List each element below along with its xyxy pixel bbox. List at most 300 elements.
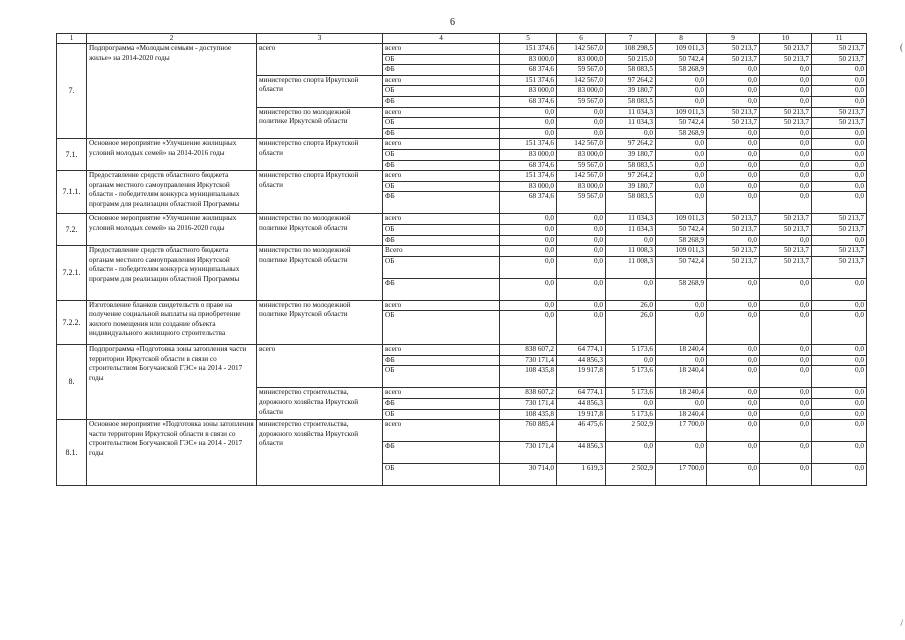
amount-cell: 760 885,4 [500,420,557,442]
amount-cell: 0,0 [707,192,760,214]
executor: министерство по молодежной политике Иркутской области [257,214,383,246]
item-code: 7. [57,44,87,139]
executor: министерство строительства, дорожного хозяйства Иркутской области [257,388,383,420]
amount-cell: 44 856,3 [557,355,606,366]
amount-cell: 50 213,7 [760,256,812,278]
amount-cell: 83 000,0 [557,86,606,97]
amount-cell: 0,0 [557,118,606,129]
amount-cell: 50 213,7 [707,54,760,65]
amount-cell: 18 240,4 [656,345,707,356]
amount-cell: 50 213,7 [707,214,760,225]
amount-cell: 50 742,4 [656,256,707,278]
executor: всего [257,44,383,76]
amount-cell: 11 034,3 [606,224,656,235]
executor: министерство строительства, дорожного хозяйства Иркутской области [257,420,383,486]
item-code: 8. [57,345,87,420]
col-header: 4 [383,34,500,44]
amount-cell: 83 000,0 [557,149,606,160]
funding-source: ФБ [383,355,500,366]
amount-cell: 0,0 [760,388,812,399]
amount-cell: 0,0 [707,300,760,311]
executor: министерство по молодежной политике Иркутской области [257,246,383,301]
amount-cell: 0,0 [656,300,707,311]
amount-cell: 50 213,7 [760,246,812,257]
funding-source: ФБ [383,128,500,139]
amount-cell: 0,0 [760,278,812,300]
amount-cell: 68 374,6 [500,192,557,214]
amount-cell: 50 213,7 [812,246,867,257]
column-number-row [57,34,867,44]
amount-cell: 59 567,0 [557,192,606,214]
amount-cell: 0,0 [606,355,656,366]
amount-cell: 0,0 [606,235,656,246]
col-header: 3 [257,34,383,44]
funding-source: ОБ [383,464,500,486]
amount-cell: 0,0 [760,311,812,345]
amount-cell: 838 607,2 [500,388,557,399]
amount-cell: 0,0 [760,96,812,107]
amount-cell: 50 213,7 [812,54,867,65]
amount-cell: 142 567,0 [557,139,606,150]
amount-cell: 0,0 [656,160,707,171]
amount-cell: 0,0 [760,75,812,86]
funding-source: всего [383,171,500,182]
col-header: 6 [557,34,606,44]
amount-cell: 68 374,6 [500,160,557,171]
amount-cell: 0,0 [760,181,812,192]
amount-cell: 0,0 [557,256,606,278]
amount-cell: 730 171,4 [500,355,557,366]
amount-cell: 17 700,0 [656,464,707,486]
amount-cell: 0,0 [812,345,867,356]
amount-cell: 0,0 [656,86,707,97]
amount-cell: 5 173,6 [606,366,656,388]
table-row [57,171,867,182]
amount-cell: 0,0 [812,139,867,150]
executor: министерство спорта Иркутской области [257,139,383,171]
amount-cell: 26,0 [606,300,656,311]
amount-cell: 0,0 [707,345,760,356]
amount-cell: 0,0 [707,409,760,420]
amount-cell: 0,0 [606,128,656,139]
item-name: Подпрограмма «Подготовка зоны затопления части территории Иркутской области в связи со строительством Богучанской ГЭС» на 2014 - 2017 годы [87,345,257,420]
col-header: 9 [707,34,760,44]
amount-cell: 730 171,4 [500,399,557,410]
funding-source: ФБ [383,160,500,171]
item-code: 7.2.2. [57,300,87,345]
amount-cell: 0,0 [812,399,867,410]
amount-cell: 58 268,9 [656,235,707,246]
amount-cell: 0,0 [557,235,606,246]
amount-cell: 142 567,0 [557,171,606,182]
table-row [57,300,867,311]
amount-cell: 50 213,7 [707,107,760,118]
item-name: Изготовление бланков свидетельств о праве на получение социальной выплаты на приобретение жилого помещения или создание объекта индивидуального жилищного строительства [87,300,257,345]
amount-cell: 0,0 [707,149,760,160]
amount-cell: 50 742,4 [656,54,707,65]
amount-cell: 0,0 [760,192,812,214]
amount-cell: 50 213,7 [760,107,812,118]
amount-cell: 108 435,8 [500,409,557,420]
item-code: 7.2. [57,214,87,246]
item-name: Основное мероприятие «Улучшение жилищных условий молодых семей» на 2014-2016 годы [87,139,257,171]
funding-source: ФБ [383,278,500,300]
amount-cell: 26,0 [606,311,656,345]
col-header: 2 [87,34,257,44]
amount-cell: 0,0 [500,278,557,300]
amount-cell: 59 567,0 [557,160,606,171]
amount-cell: 50 742,4 [656,224,707,235]
item-code: 7.1. [57,139,87,171]
executor: всего [257,345,383,388]
amount-cell: 0,0 [500,246,557,257]
amount-cell: 17 700,0 [656,420,707,442]
amount-cell: 0,0 [656,311,707,345]
amount-cell: 59 567,0 [557,65,606,76]
amount-cell: 0,0 [812,86,867,97]
amount-cell: 0,0 [707,355,760,366]
table-row [57,246,867,257]
amount-cell: 58 083,5 [606,96,656,107]
amount-cell: 39 180,7 [606,149,656,160]
funding-source: всего [383,214,500,225]
amount-cell: 83 000,0 [557,181,606,192]
amount-cell: 50 742,4 [656,118,707,129]
amount-cell: 50 213,7 [760,224,812,235]
funding-source: всего [383,300,500,311]
amount-cell: 0,0 [812,149,867,160]
amount-cell: 0,0 [606,278,656,300]
amount-cell: 11 034,3 [606,214,656,225]
amount-cell: 0,0 [760,464,812,486]
amount-cell: 97 264,2 [606,139,656,150]
amount-cell: 109 011,3 [656,44,707,55]
amount-cell: 0,0 [557,128,606,139]
amount-cell: 0,0 [707,442,760,464]
amount-cell: 0,0 [760,366,812,388]
amount-cell: 58 083,5 [606,160,656,171]
amount-cell: 0,0 [707,75,760,86]
amount-cell: 18 240,4 [656,409,707,420]
amount-cell: 0,0 [812,171,867,182]
amount-cell: 142 567,0 [557,75,606,86]
funding-source: всего [383,139,500,150]
amount-cell: 0,0 [812,96,867,107]
item-name: Основное мероприятие «Подготовка зоны затопления части территории Иркутской области в связи со строительством Богучанской ГЭС» на 2014 - 2017 годы [87,420,257,486]
amount-cell: 0,0 [500,311,557,345]
amount-cell: 64 774,1 [557,388,606,399]
amount-cell: 0,0 [500,300,557,311]
executor: министерство спорта Иркутской области [257,171,383,214]
amount-cell: 0,0 [656,442,707,464]
funding-source: Всего [383,246,500,257]
funding-source: всего [383,345,500,356]
funding-source: ФБ [383,399,500,410]
amount-cell: 0,0 [760,300,812,311]
amount-cell: 0,0 [760,442,812,464]
executor: министерство по молодежной политике Иркутской области [257,107,383,139]
funding-source: всего [383,44,500,55]
budget-table [56,33,867,486]
amount-cell: 0,0 [707,235,760,246]
amount-cell: 5 173,6 [606,409,656,420]
amount-cell: 0,0 [656,75,707,86]
amount-cell: 2 502,9 [606,420,656,442]
amount-cell: 0,0 [760,355,812,366]
table-row [57,345,867,356]
amount-cell: 0,0 [812,388,867,399]
funding-source: ОБ [383,409,500,420]
amount-cell: 0,0 [557,311,606,345]
amount-cell: 109 011,3 [656,214,707,225]
amount-cell: 97 264,2 [606,171,656,182]
amount-cell: 0,0 [760,139,812,150]
funding-source: ОБ [383,149,500,160]
amount-cell: 50 213,7 [760,118,812,129]
amount-cell: 0,0 [500,256,557,278]
amount-cell: 0,0 [812,442,867,464]
amount-cell: 0,0 [760,345,812,356]
amount-cell: 0,0 [557,107,606,118]
amount-cell: 151 374,6 [500,139,557,150]
table-body [57,44,867,486]
amount-cell: 0,0 [606,399,656,410]
amount-cell: 0,0 [656,399,707,410]
amount-cell: 0,0 [760,128,812,139]
amount-cell: 151 374,6 [500,171,557,182]
amount-cell: 0,0 [812,278,867,300]
amount-cell: 58 268,9 [656,278,707,300]
amount-cell: 83 000,0 [500,54,557,65]
amount-cell: 0,0 [760,235,812,246]
amount-cell: 11 008,3 [606,256,656,278]
amount-cell: 5 173,6 [606,345,656,356]
amount-cell: 46 475,6 [557,420,606,442]
amount-cell: 5 173,6 [606,388,656,399]
amount-cell: 0,0 [656,355,707,366]
executor: министерство спорта Иркутской области [257,75,383,107]
amount-cell: 0,0 [812,366,867,388]
amount-cell: 0,0 [557,246,606,257]
amount-cell: 0,0 [812,65,867,76]
funding-source: ФБ [383,96,500,107]
funding-source: ОБ [383,311,500,345]
amount-cell: 0,0 [500,107,557,118]
amount-cell: 0,0 [812,464,867,486]
amount-cell: 83 000,0 [500,181,557,192]
amount-cell: 151 374,6 [500,75,557,86]
funding-source: ФБ [383,192,500,214]
col-header: 10 [760,34,812,44]
amount-cell: 0,0 [707,399,760,410]
scan-mark: ( [900,42,903,52]
amount-cell: 0,0 [760,65,812,76]
amount-cell: 108 298,5 [606,44,656,55]
funding-source: ОБ [383,54,500,65]
amount-cell: 39 180,7 [606,181,656,192]
amount-cell: 0,0 [500,235,557,246]
amount-cell: 50 213,7 [707,44,760,55]
col-header: 1 [57,34,87,44]
amount-cell: 50 213,7 [707,256,760,278]
amount-cell: 0,0 [812,75,867,86]
amount-cell: 0,0 [707,311,760,345]
amount-cell: 0,0 [656,96,707,107]
table-row [57,214,867,225]
amount-cell: 0,0 [760,160,812,171]
item-code: 7.2.1. [57,246,87,301]
amount-cell: 39 180,7 [606,86,656,97]
amount-cell: 2 502,9 [606,464,656,486]
col-header: 5 [500,34,557,44]
amount-cell: 18 240,4 [656,388,707,399]
amount-cell: 0,0 [656,149,707,160]
amount-cell: 0,0 [707,128,760,139]
amount-cell: 0,0 [760,420,812,442]
amount-cell: 0,0 [707,464,760,486]
amount-cell: 0,0 [707,278,760,300]
col-header: 7 [606,34,656,44]
amount-cell: 0,0 [707,65,760,76]
amount-cell: 50 213,7 [760,44,812,55]
amount-cell: 0,0 [812,181,867,192]
amount-cell: 30 714,0 [500,464,557,486]
amount-cell: 50 213,7 [707,224,760,235]
amount-cell: 0,0 [812,420,867,442]
amount-cell: 0,0 [812,300,867,311]
amount-cell: 97 264,2 [606,75,656,86]
amount-cell: 50 213,7 [812,118,867,129]
amount-cell: 0,0 [656,192,707,214]
amount-cell: 0,0 [500,224,557,235]
item-name: Основное мероприятие «Улучшение жилищных условий молодых семей» на 2016-2020 годы [87,214,257,246]
amount-cell: 50 213,7 [707,246,760,257]
amount-cell: 0,0 [606,442,656,464]
funding-source: ОБ [383,366,500,388]
amount-cell: 19 917,8 [557,366,606,388]
amount-cell: 59 567,0 [557,96,606,107]
scan-mark: / [900,618,903,628]
amount-cell: 1 619,3 [557,464,606,486]
amount-cell: 58 083,5 [606,65,656,76]
amount-cell: 0,0 [707,96,760,107]
amount-cell: 0,0 [812,311,867,345]
amount-cell: 50 213,7 [812,107,867,118]
amount-cell: 109 011,3 [656,107,707,118]
amount-cell: 0,0 [707,366,760,388]
amount-cell: 0,0 [760,409,812,420]
item-name: Подпрограмма «Молодым семьям - доступное жилье» на 2014-2020 годы [87,44,257,139]
amount-cell: 0,0 [500,214,557,225]
amount-cell: 19 917,8 [557,409,606,420]
amount-cell: 0,0 [557,300,606,311]
amount-cell: 142 567,0 [557,44,606,55]
amount-cell: 50 213,7 [812,44,867,55]
amount-cell: 50 213,7 [812,256,867,278]
amount-cell: 83 000,0 [500,149,557,160]
amount-cell: 0,0 [707,181,760,192]
table-row [57,139,867,150]
amount-cell: 0,0 [656,171,707,182]
amount-cell: 11 034,3 [606,107,656,118]
amount-cell: 83 000,0 [500,86,557,97]
amount-cell: 64 774,1 [557,345,606,356]
amount-cell: 0,0 [812,409,867,420]
amount-cell: 58 268,9 [656,128,707,139]
amount-cell: 0,0 [812,192,867,214]
amount-cell: 0,0 [812,160,867,171]
amount-cell: 0,0 [707,388,760,399]
amount-cell: 838 607,2 [500,345,557,356]
amount-cell: 50 213,7 [707,118,760,129]
page-number: 6 [450,17,455,28]
amount-cell: 58 083,5 [606,192,656,214]
amount-cell: 0,0 [760,399,812,410]
funding-source: ФБ [383,235,500,246]
amount-cell: 50 213,7 [812,224,867,235]
funding-source: всего [383,420,500,442]
amount-cell: 0,0 [500,128,557,139]
amount-cell: 11 008,3 [606,246,656,257]
executor: министерство по молодежной политике Иркутской области [257,300,383,345]
item-name: Предоставление средств областного бюджета органам местного самоуправления Иркутской области - победителям конкурса муниципальных программ для реализации областной Программы [87,246,257,301]
amount-cell: 44 856,3 [557,442,606,464]
col-header: 8 [656,34,707,44]
amount-cell: 50 215,0 [606,54,656,65]
funding-source: всего [383,388,500,399]
funding-source: ФБ [383,65,500,76]
amount-cell: 0,0 [760,86,812,97]
amount-cell: 11 034,3 [606,118,656,129]
amount-cell: 50 213,7 [760,54,812,65]
amount-cell: 68 374,6 [500,65,557,76]
amount-cell: 0,0 [812,235,867,246]
amount-cell: 0,0 [707,86,760,97]
amount-cell: 0,0 [656,139,707,150]
amount-cell: 0,0 [707,139,760,150]
table-row [57,44,867,55]
amount-cell: 108 435,8 [500,366,557,388]
amount-cell: 0,0 [812,355,867,366]
amount-cell: 50 213,7 [812,214,867,225]
amount-cell: 0,0 [557,224,606,235]
amount-cell: 83 000,0 [557,54,606,65]
item-name: Предоставление средств областного бюджета органам местного самоуправления Иркутской области - победителям конкурса муниципальных программ для реализации областной Программы [87,171,257,214]
amount-cell: 0,0 [557,214,606,225]
amount-cell: 730 171,4 [500,442,557,464]
funding-source: ФБ [383,442,500,464]
amount-cell: 0,0 [707,171,760,182]
amount-cell: 0,0 [707,160,760,171]
amount-cell: 0,0 [557,278,606,300]
funding-source: ОБ [383,256,500,278]
funding-source: всего [383,75,500,86]
item-code: 7.1.1. [57,171,87,214]
amount-cell: 44 856,3 [557,399,606,410]
amount-cell: 0,0 [656,181,707,192]
amount-cell: 0,0 [760,171,812,182]
amount-cell: 151 374,6 [500,44,557,55]
amount-cell: 18 240,4 [656,366,707,388]
funding-source: ОБ [383,181,500,192]
funding-source: всего [383,107,500,118]
amount-cell: 58 268,9 [656,65,707,76]
amount-cell: 0,0 [760,149,812,160]
amount-cell: 50 213,7 [760,214,812,225]
funding-source: ОБ [383,224,500,235]
table-row [57,420,867,442]
funding-source: ОБ [383,86,500,97]
